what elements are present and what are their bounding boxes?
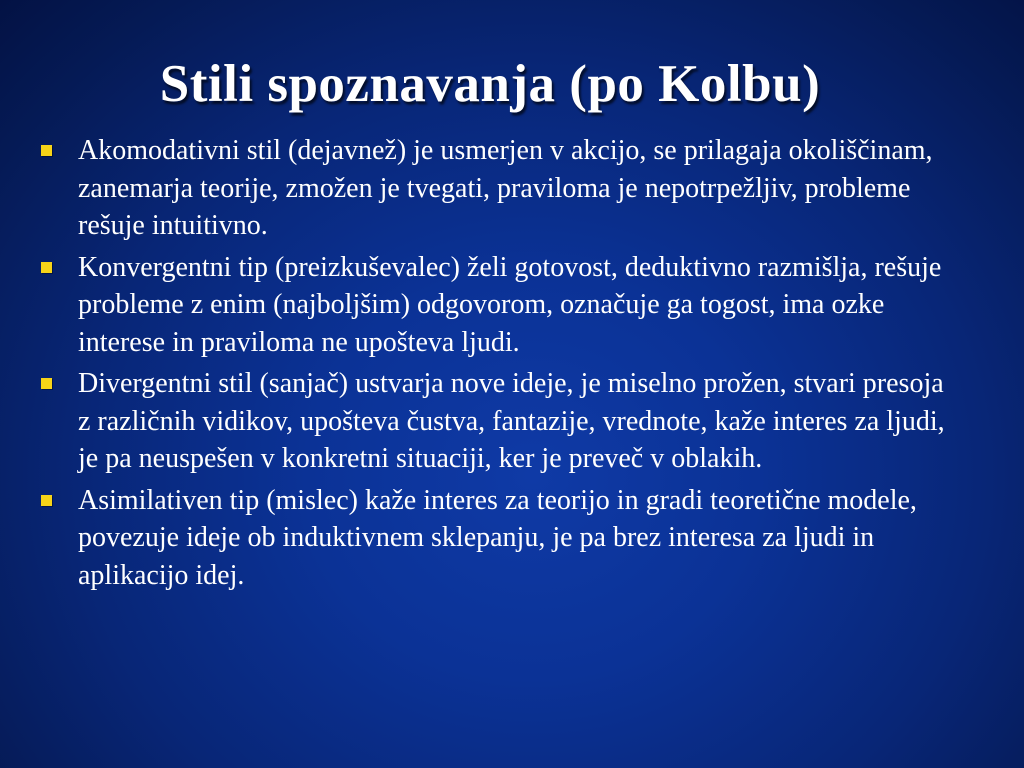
bullet-text: Konvergentni tip (preizkuševalec) želi gotovost, deduktivno razmišlja, rešuje probleme z enim (najboljšim) odgovorom, označuje ga togost, ima ozke interese in praviloma ne upošteva ljudi. (78, 251, 942, 358)
bullet-text: Divergentni stil (sanjač) ustvarja nove ideje, je miselno prožen, stvari presoja z različnih vidikov, upošteva čustva, fantazije, vrednote, kaže interes za ljudi, je pa neuspešen v konkretni situaciji, ker je preveč v oblakih. (78, 368, 945, 474)
square-bullet-icon (41, 145, 52, 156)
bullet-text: Asimilativen tip (mislec) kaže interes za teorijo in gradi teoretične modele, povezuje ideje ob induktivnem sklepanju, je pa brez interesa za ljudi in aplikacijo idej. (78, 484, 917, 591)
square-bullet-icon (41, 495, 52, 506)
slide-title: Stili spoznavanja (po Kolbu) (159, 55, 821, 113)
bullet-item (38, 482, 958, 595)
bullet-list (38, 132, 958, 598)
bullet-item (38, 249, 958, 362)
bullet-item (38, 365, 958, 478)
square-bullet-icon (41, 262, 52, 273)
bullet-item (38, 132, 958, 245)
square-bullet-icon (41, 378, 52, 389)
bullet-text: Akomodativni stil (dejavnež) je usmerjen v akcijo, se prilagaja okoliščinam, zanemarja teorije, zmožen je tvegati, praviloma je nepotrpežljiv, probleme rešuje intuitivno. (78, 135, 933, 241)
